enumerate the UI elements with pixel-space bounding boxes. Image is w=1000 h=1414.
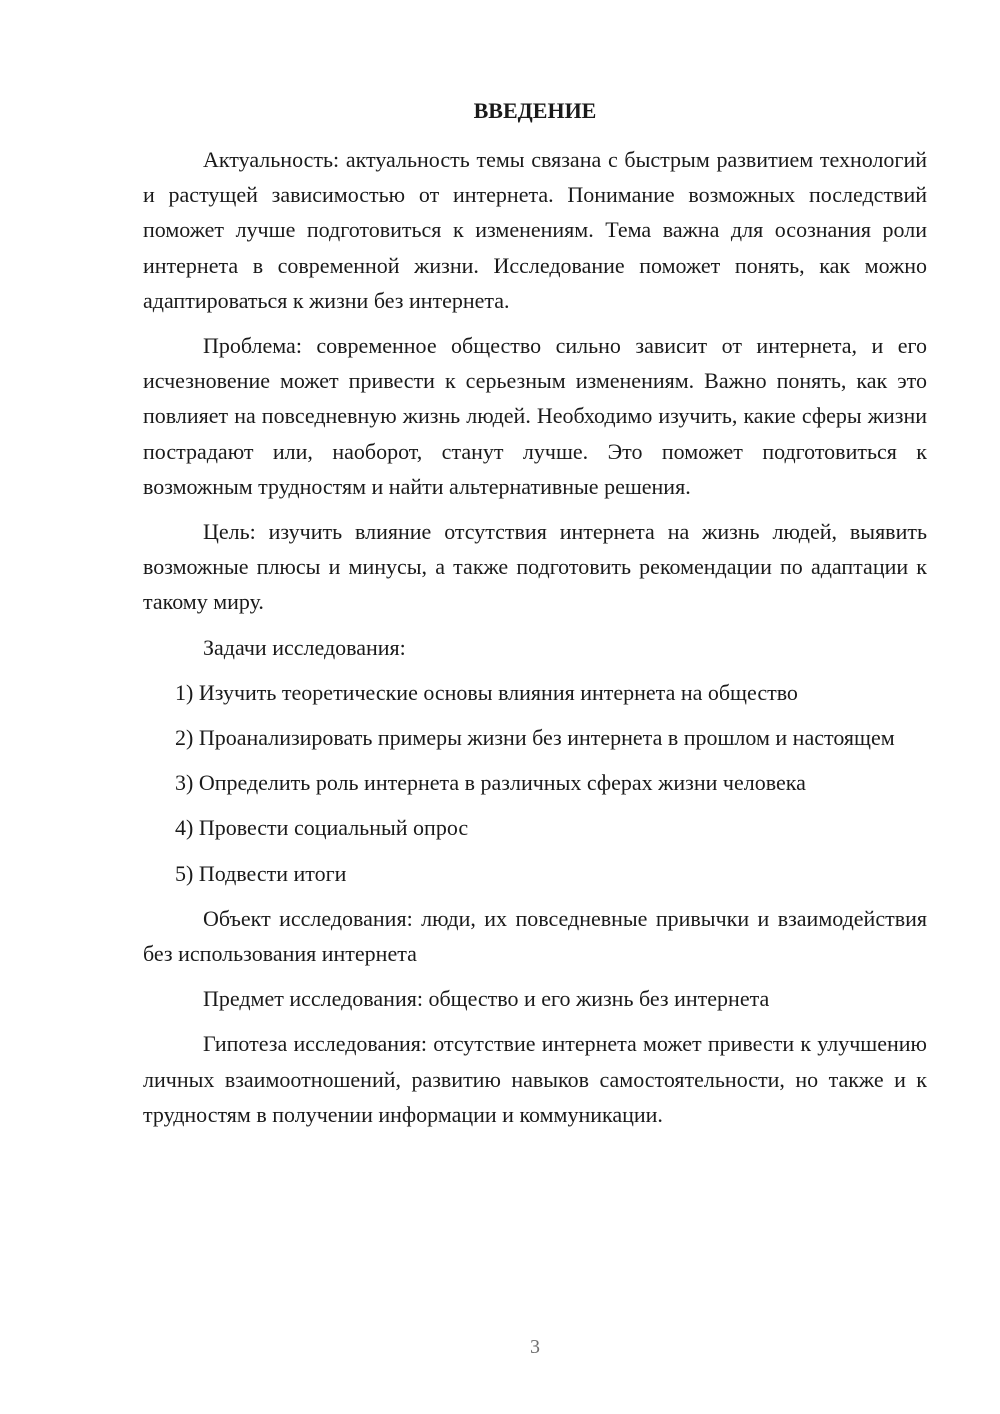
hypothesis-paragraph: Гипотеза исследования: отсутствие интернета может привести к улучшению личных взаимоотношений, развитию навыков самостоятельности, но также и к трудностям в получении информации и коммуникации. (143, 1031, 927, 1127)
problem-paragraph: Проблема: современное общество сильно зависит от интернета, и его исчезновение может привести к серьезным изменениям. Важно понять, как это повлияет на повседневную жизнь людей. Необходимо изучить, какие сферы жизни пострадают или, наоборот, станут лучше. Это поможет подготовиться к возможным трудностям и найти альтернативные решения. (143, 333, 927, 499)
tasks-heading: Задачи исследования: (203, 634, 406, 660)
relevance-paragraph: Актуальность: актуальность темы связана с быстрым развитием технологий и растущей зависимостью от интернета. Понимание возможных последствий поможет лучше подготовиться к изменениям. Тема важна для осознания роли интернета в современной жизни. Исследование поможет понять, как можно адаптироваться к жизни без интернета. (143, 147, 927, 313)
task-item-2: 2) Проанализировать примеры жизни без интернета в прошлом и настоящем (175, 725, 895, 751)
task-item-1: 1) Изучить теоретические основы влияния интернета на общество (175, 679, 798, 705)
task-item-5: 5) Подвести итоги (175, 860, 347, 886)
goal-paragraph: Цель: изучить влияние отсутствия интернета на жизнь людей, выявить возможные плюсы и минусы, а также подготовить рекомендации по адаптации к такому миру. (143, 519, 927, 615)
body-text (143, 142, 927, 1142)
page-title: ВВЕДЕНИЕ (473, 98, 597, 123)
page-number: 3 (530, 1336, 540, 1358)
task-item-4: 4) Провести социальный опрос (175, 815, 469, 841)
task-item-3: 3) Определить роль интернета в различных сферах жизни человека (175, 770, 806, 796)
object-paragraph: Объект исследования: люди, их повседневные привычки и взаимодействия без использования интернета (143, 905, 927, 967)
subject-paragraph: Предмет исследования: общество и его жизнь без интернета (203, 986, 770, 1012)
